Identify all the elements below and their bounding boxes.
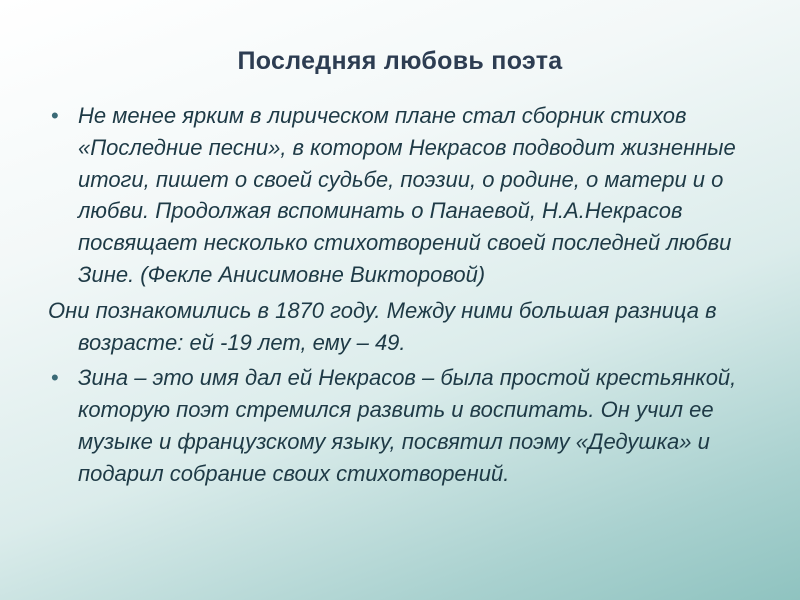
paragraph-text-1: Не менее ярким в лирическом плане стал сборник стихов «Последние песни», в котором Некрасов подводит жизненные итоги, пишет о своей судьбе, поэзии, о родине, о матери и о любви. Продолжая вспоминать о Панаевой, Н.А.Некрасов посвящает несколько стихотворений своей последней любви Зине. (Фекле Анисимовне Викторовой) (78, 103, 736, 287)
bullet-icon: • (51, 365, 59, 391)
bullet-paragraph-1 (48, 100, 748, 291)
bullet-paragraph-3 (48, 362, 748, 489)
paragraph-text-2: Они познакомились в 1870 году. Между ними большая разница в возрасте: ей -19 лет, ему – 49. (48, 297, 717, 355)
paragraph-2 (48, 295, 748, 359)
slide-title: Последняя любовь поэта (237, 47, 563, 75)
slide-body (48, 100, 748, 494)
bullet-icon: • (51, 103, 59, 128)
paragraph-text-3: Зина – это имя дал ей Некрасов – была простой крестьянкой, которую поэт стремился развить и воспитать. Он учил ее музыке и французскому языку, посвятил поэму «Дедушка» и подарил собрание своих стихотворений. (78, 365, 737, 486)
